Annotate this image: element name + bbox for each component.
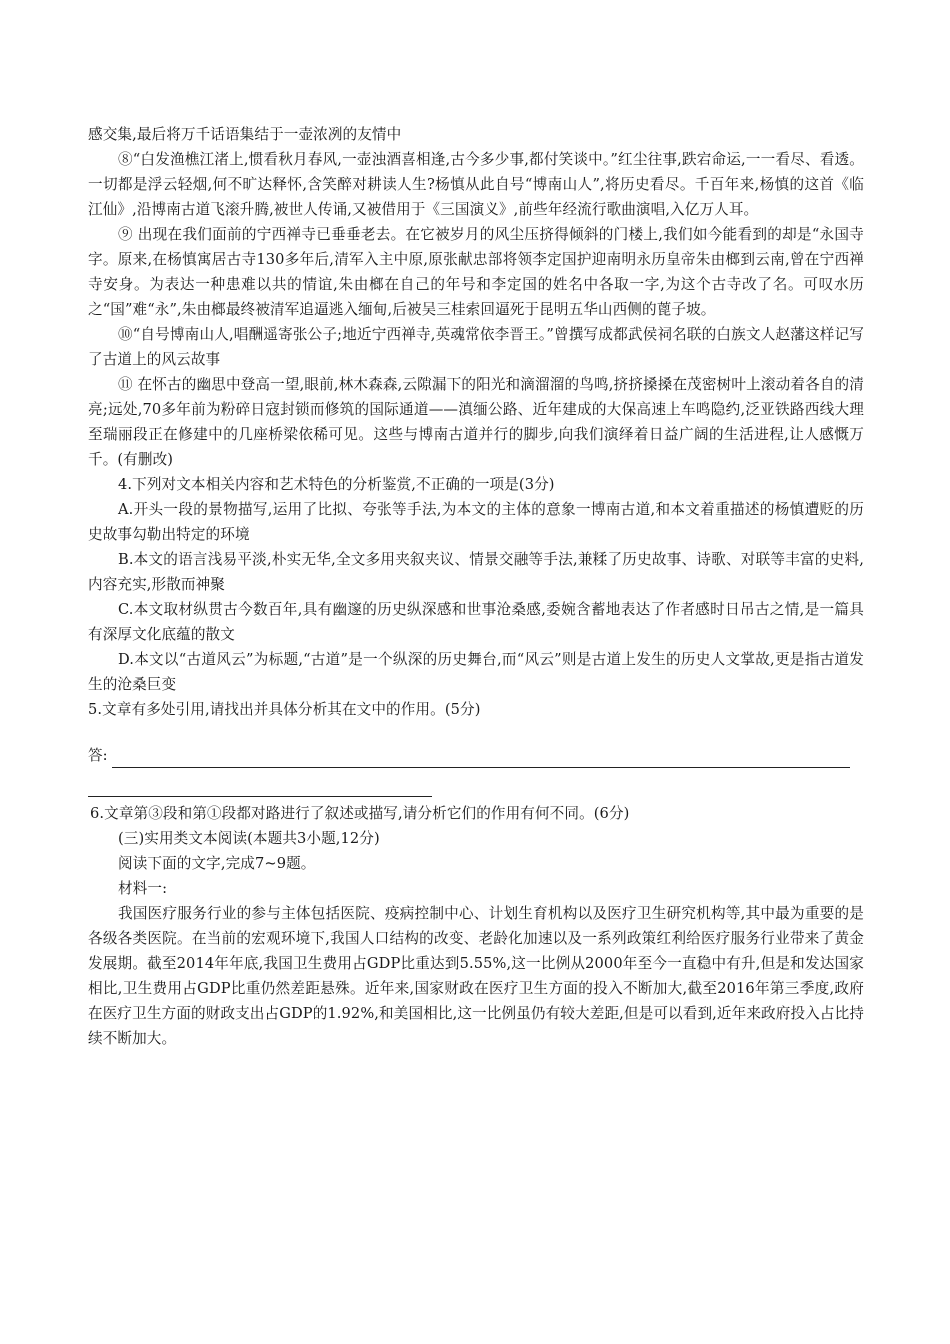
paragraph-9: ⑨ 出现在我们面前的宁西禅寺已垂垂老去。在它被岁月的风尘压挤得倾斜的门楼上,我们如今能看到的却是“永国寺 字。原来,在杨慎寓居古寺130多年后,清军入主中原,原张献忠部将领李定国护迎南明永历皇帝朱由榔到云南,曾在宁西禅寺安身。为表达一种患难以共的情谊,朱由榔在自己的年号和李定国的姓名中各取一字,为这个古寺改了名。可叹水历之“国”难“永”,朱由榔最终被清军追逼逃入缅甸,后被吴三桂索回逼死于昆明五华山西侧的蓖子坡。 [88, 226, 864, 318]
question-4-option-a: A.开头一段的景物描写,运用了比拟、夸张等手法,为本文的主体的意象一博南古道,和本文着重描述的杨慎遭贬的历史故事勾勒出特定的环境 [88, 501, 864, 543]
question-4-option-d: D.本文以“古道风云”为标题,“古道”是一个纵深的历史舞台,而“风云”则是古道上发生的历史人文掌故,更是指古道发生的沧桑巨变 [88, 651, 864, 693]
paragraph-8: ⑧“白发渔樵江渚上,惯看秋月春风,一壶浊酒喜相逢,古今多少事,都付笑谈中。”红尘往事,跌宕命运,一一看尽、看透。一切都是浮云轻烟,何不旷达释怀,含笑醉对耕读人生?杨慎从此自号“博南山人”,将历史看尽。千百年来,杨慎的这首《临江仙》,沿博南古道飞滚升腾,被世人传诵,又被借用于《三国演义》,前些年经流行歌曲演唱,入亿万人耳。 [88, 151, 864, 218]
question-4-option-b: B.本文的语言浅易平淡,朴实无华,全文多用夹叙夹议、情景交融等手法,兼糅了历史故事、诗歌、对联等丰富的史料,内容充实,形散而神聚 [88, 551, 864, 593]
separator-rule [88, 796, 432, 797]
section-3-instruction: 阅读下面的文字,完成7~9题。 [118, 855, 316, 872]
section-3-title: (三)实用类文本阅读(本题共3小题,12分) [118, 830, 380, 847]
paragraph-10: ⑩“自号博南山人,唱酬遥寄张公子;地近宁西禅寺,英魂常依李晋王。”曾撰写成都武侯祠名联的白族文人赵藩这样记写了古道上的风云故事 [88, 326, 864, 368]
question-5-stem: 5.文章有多处引用,请找出并具体分析其在文中的作用。(5分) [88, 701, 481, 718]
paragraph-continuation: 感交集,最后将万千话语集结于一壶浓冽的友情中 [88, 126, 402, 143]
answer-input-line[interactable] [112, 747, 850, 768]
question-4-stem: 4.下列对文本相关内容和艺术特色的分析鉴赏,不正确的一项是(3分) [118, 476, 555, 493]
answer-label: 答: [88, 747, 108, 764]
material-1-text: 我国医疗服务行业的参与主体包括医院、疫病控制中心、计划生育机构以及医疗卫生研究机构等,其中最为重要的是各级各类医院。在当前的宏观环境下,我国人口结构的改变、老龄化加速以及一系列政策红利给医疗服务行业带来了黄金发展期。截至2014年年底,我国卫生费用占GDP比重达到5.55%,这一比例从2000年至今一直稳中有升,但是和发达国家相比,卫生费用占GDP比重仍然差距悬殊。近年来,国家财政在医疗卫生方面的投入不断加大,截至2016年第三季度,政府在医疗卫生方面的财政支出占GDP的1.92%,和美国相比,这一比例虽仍有较大差距,但是可以看到,近年来政府投入占比持续不断加大。 [88, 905, 864, 1047]
paragraph-11: ⑪ 在怀古的幽思中登高一望,眼前,林木森森,云隙漏下的阳光和滴溜溜的鸟鸣,挤挤搡搡在茂密树叶上滚动着各自的清亮;远处,70多年前为粉碎日寇封锁而修筑的国际通道——滇缅公路、近年建成的大保高速上车鸣隐约,泛亚铁路西线大理至瑞丽段正在修建中的几座桥梁依稀可见。这些与博南古道并行的脚步,向我们演绎着日益广阔的生活进程,让人感慨万千。(有删改) [88, 376, 864, 468]
question-4-option-c: C.本文取材纵贯古今数百年,具有幽邃的历史纵深感和世事沧桑感,委婉含蓄地表达了作者感时日吊古之情,是一篇具有深厚文化底蕴的散文 [88, 601, 864, 643]
document-page [88, 122, 864, 1051]
question-6-stem: 6.文章第③段和第①段都对路进行了叙述或描写,请分析它们的作用有何不同。(6分) [90, 805, 630, 822]
material-1-label: 材料一: [118, 880, 168, 897]
answer-line [88, 742, 864, 768]
